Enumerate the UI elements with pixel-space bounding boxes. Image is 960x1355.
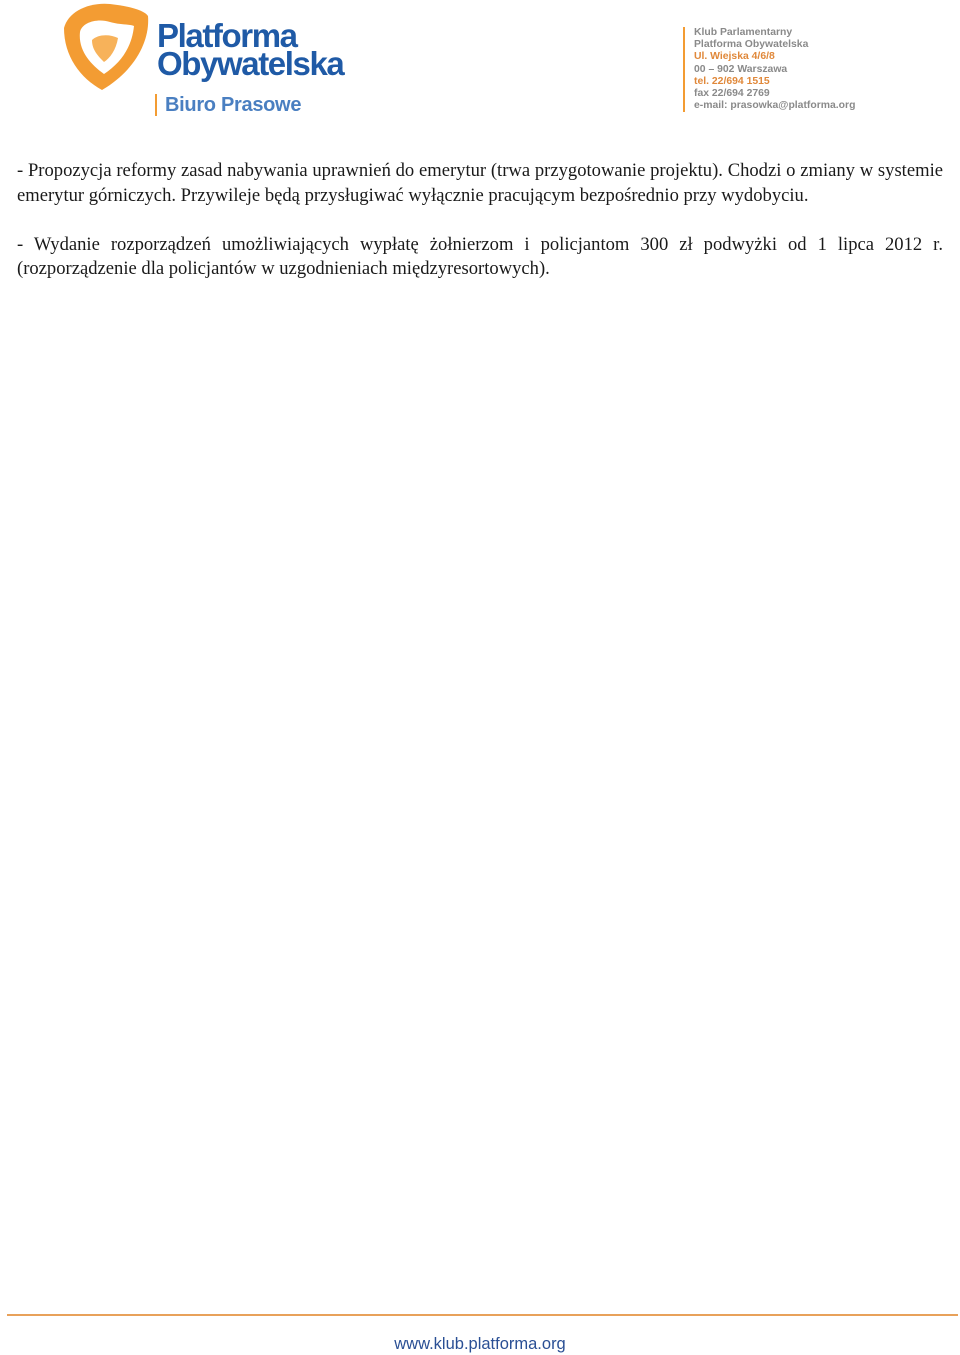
body-paragraph: - Wydanie rozporządzeń umożliwiających wypłatę żołnierzom i policjantom 300 zł podwyżki od 1 lipca 2012 r. (rozporządzenie dla policjantów w uzgodnieniach międzyresortowych). <box>17 233 943 280</box>
footer-divider <box>7 1314 958 1316</box>
contact-email: e-mail: prasowka@platforma.org <box>694 100 856 112</box>
logo-name-line2: Obywatelska <box>157 45 344 82</box>
document-body <box>17 159 943 306</box>
contact-block <box>683 27 855 112</box>
logo-wordmark <box>157 17 344 82</box>
contact-address: Ul. Wiejska 4/6/8 <box>694 51 775 63</box>
shield-heart-logo-icon <box>58 0 154 96</box>
logo-subtitle: Biuro Prasowe <box>155 94 301 116</box>
body-paragraph: - Propozycja reformy zasad nabywania uprawnień do emerytur (trwa przygotowanie projektu). Chodzi o zmiany w systemie emerytur górniczych. Przywileje będą przysługiwać wyłącznie pracującym bezpośrednio przy wydobyciu. <box>17 160 943 206</box>
page-header <box>0 0 960 125</box>
contact-phone: tel. 22/694 1515 <box>694 75 770 87</box>
contact-fax: fax 22/694 2769 <box>694 88 770 100</box>
logo-name-line1: Platforma <box>157 17 297 54</box>
contact-line: Klub Parlamentarny <box>694 27 793 38</box>
party-logo <box>58 0 398 122</box>
contact-line: Platforma Obywatelska <box>694 39 809 51</box>
contact-postal: 00 – 902 Warszawa <box>694 63 788 75</box>
footer-website-link[interactable]: www.klub.platforma.org <box>394 1335 566 1353</box>
